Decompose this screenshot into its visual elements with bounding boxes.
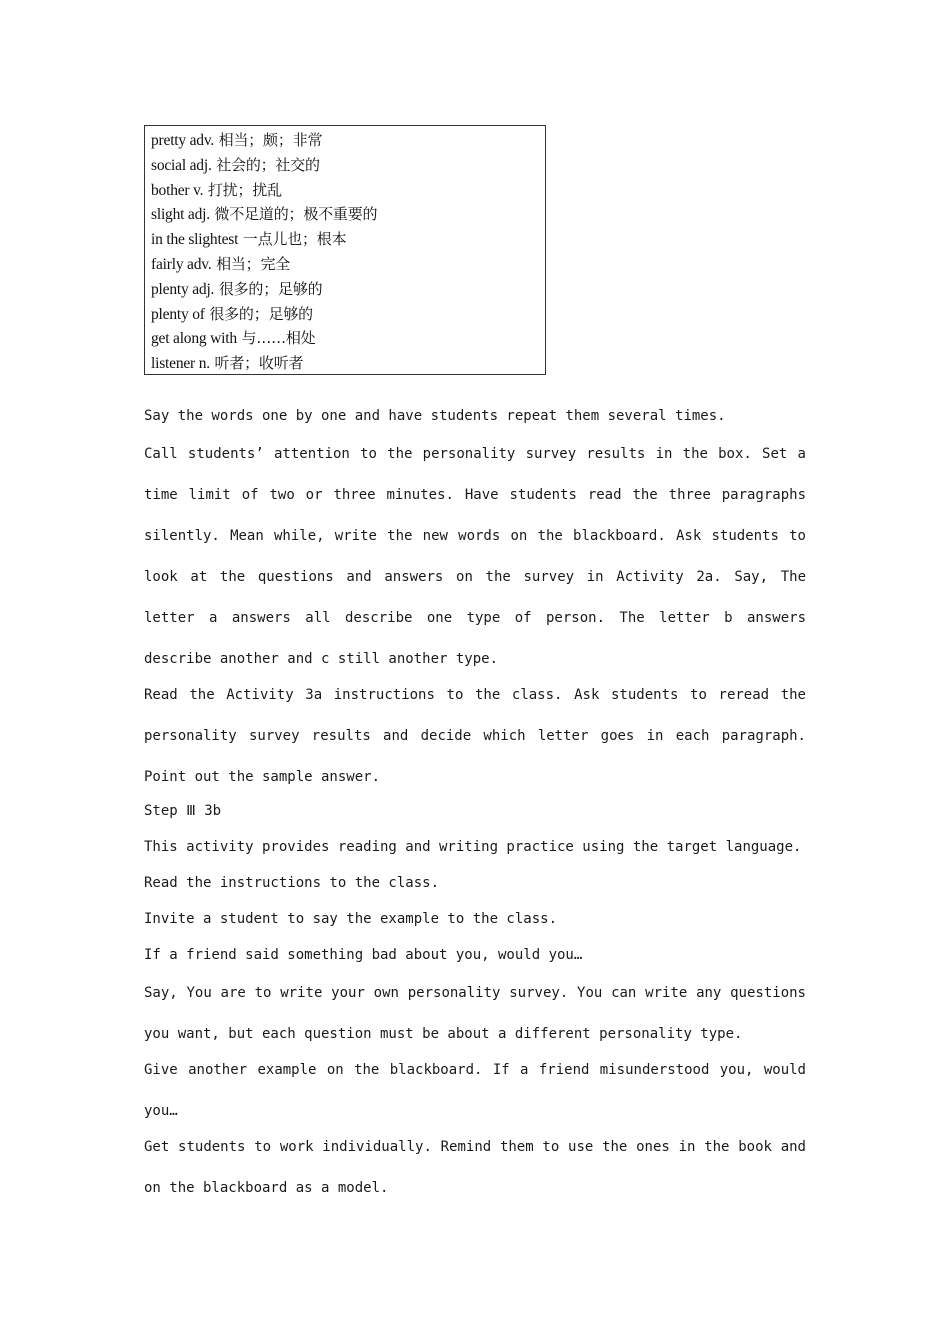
vocab-word: social adj. xyxy=(151,156,212,174)
vocab-word: plenty adj. xyxy=(151,280,215,298)
paragraph: Read the instructions to the class. xyxy=(144,875,440,891)
vocab-item xyxy=(151,302,545,327)
vocab-item xyxy=(151,227,545,252)
paragraph: Call students’ attention to the personality survey results in the box. Set a time limit of two or three minutes. Have students read the three paragraphs silently. Mean while, write the new words on the blackboard. Ask students to look at the questions and answers on the survey in Activity 2a. Say, The letter a answers all describe one type of person. The letter b answers describe another and c still another type. xyxy=(144,446,806,667)
paragraph: Invite a student to say the example to the class. xyxy=(144,911,558,927)
vocab-word: in the slightest xyxy=(151,231,239,249)
vocab-meaning: 很多的；足够的 xyxy=(209,304,313,323)
vocab-meaning: 微不足道的；极不重要的 xyxy=(214,205,378,224)
paragraph: Get students to work individually. Remind them to use the ones in the book and on the blackboard as a model. xyxy=(144,1139,806,1196)
paragraph: Say the words one by one and have students repeat them several times. xyxy=(144,408,726,424)
lesson-text xyxy=(144,398,806,1209)
vocab-item xyxy=(151,128,545,153)
vocab-item xyxy=(151,202,545,227)
vocab-meaning: 很多的；足够的 xyxy=(218,279,323,298)
paragraph: Read the Activity 3a instructions to the class. Ask students to reread the personality survey results and decide which letter goes in each paragraph. Point out the sample answer. xyxy=(144,687,806,785)
vocab-item xyxy=(151,351,545,376)
paragraph: This activity provides reading and writing practice using the target language. xyxy=(144,839,802,855)
vocab-meaning: 相当；完全 xyxy=(216,254,291,273)
vocab-meaning: 听者；收听者 xyxy=(214,354,304,373)
vocab-word: slight adj. xyxy=(151,206,210,224)
vocab-item xyxy=(151,153,545,178)
vocab-meaning: 与……相处 xyxy=(241,329,316,348)
vocab-item xyxy=(151,252,545,277)
vocab-meaning: 打扰；扰乱 xyxy=(207,180,282,199)
vocab-item xyxy=(151,178,545,203)
paragraph: Say, You are to write your own personality survey. You can write any questions you want, but each question must be about a different personality type. xyxy=(144,985,806,1042)
vocab-word: listener n. xyxy=(151,355,210,373)
vocab-word: get along with xyxy=(151,330,237,348)
vocab-word: plenty of xyxy=(151,305,205,323)
vocab-word: pretty adv. xyxy=(151,132,215,149)
vocab-item xyxy=(151,326,545,351)
vocab-item xyxy=(151,277,545,302)
vocab-meaning: 相当；颇；非常 xyxy=(218,131,323,149)
vocab-meaning: 社会的；社交的 xyxy=(216,155,320,174)
vocabulary-box xyxy=(144,125,546,375)
vocab-word: bother v. xyxy=(151,181,204,199)
paragraph: If a friend said something bad about you, would you… xyxy=(144,947,583,963)
paragraph: Give another example on the blackboard. If a friend misunderstood you, would you… xyxy=(144,1062,806,1119)
vocab-meaning: 一点儿也；根本 xyxy=(242,230,347,249)
step-heading: Step Ⅲ 3b xyxy=(144,803,222,819)
vocab-word: fairly adv. xyxy=(151,255,212,273)
